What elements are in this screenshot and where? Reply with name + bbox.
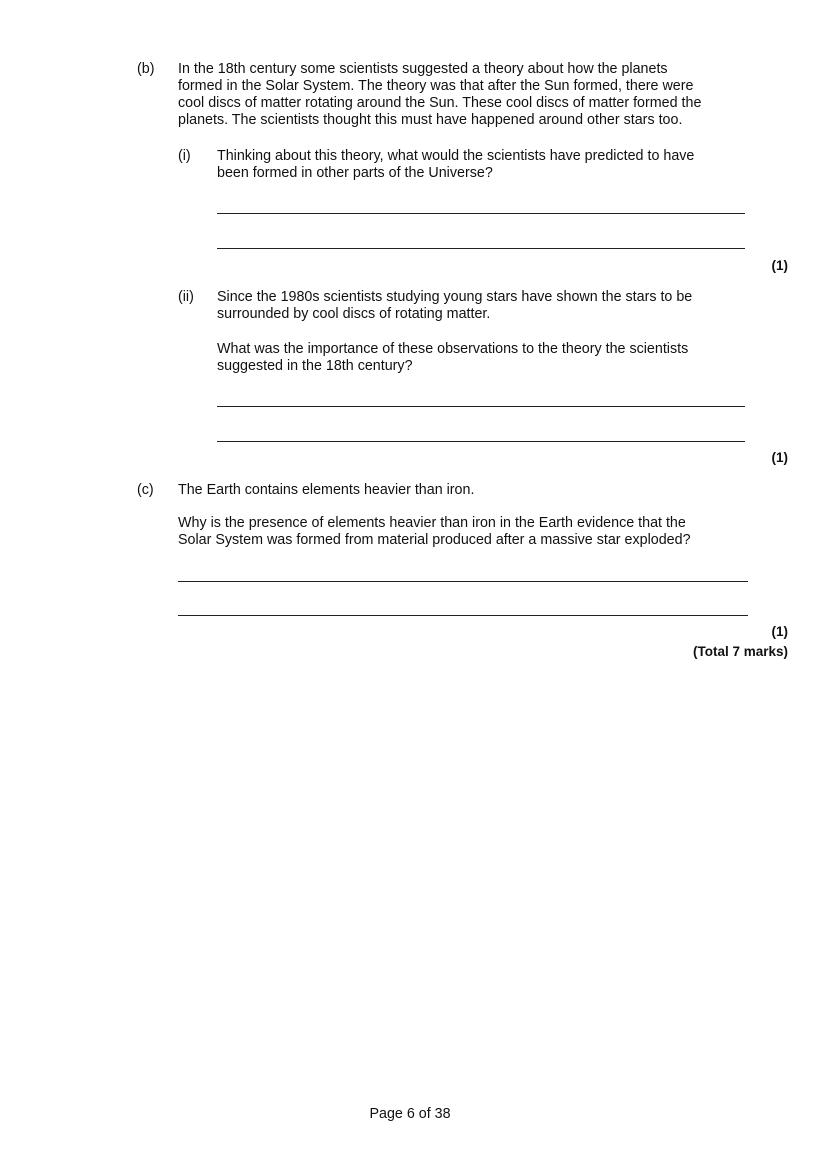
answer-line-i-1[interactable] xyxy=(217,213,745,214)
answer-line-i-2[interactable] xyxy=(217,248,745,249)
answer-line-ii-1[interactable] xyxy=(217,406,745,407)
marks-part-c: (1) xyxy=(771,624,788,639)
q-ii-question xyxy=(217,341,777,375)
q-ii-label: (ii) xyxy=(178,289,194,305)
q-i-text xyxy=(217,148,777,182)
part-c-statement: The Earth contains elements heavier than iron. xyxy=(178,482,475,498)
part-b-intro-line: In the 18th century some scientists suggested a theory about how the planets xyxy=(178,61,668,77)
part-c-question-line: Solar System was formed from material produced after a massive star exploded? xyxy=(178,532,691,548)
part-c-label: (c) xyxy=(137,482,154,498)
page-number: Page 6 of 38 xyxy=(369,1106,451,1122)
total-marks: (Total 7 marks) xyxy=(692,644,788,659)
q-i-text-line: been formed in other parts of the Universe? xyxy=(217,165,493,181)
answer-line-c-2[interactable] xyxy=(178,615,748,616)
q-i-label: (i) xyxy=(178,148,191,164)
q-ii-text-line: surrounded by cool discs of rotating matter. xyxy=(217,306,491,322)
q-i-text-line: Thinking about this theory, what would the scientists have predicted to have xyxy=(217,148,695,164)
part-b-intro-line: planets. The scientists thought this must have happened around other stars too. xyxy=(178,112,683,128)
q-ii-question-line: suggested in the 18th century? xyxy=(217,358,413,374)
marks-q-i: (1) xyxy=(771,258,788,273)
q-ii-question-line: What was the importance of these observations to the theory the scientists xyxy=(217,341,689,357)
q-ii-text-line: Since the 1980s scientists studying young stars have shown the stars to be xyxy=(217,289,693,305)
part-c-question xyxy=(178,515,778,549)
q-ii-text xyxy=(217,289,777,323)
part-b-intro-line: cool discs of matter rotating around the Sun. These cool discs of matter formed the xyxy=(178,95,702,111)
marks-q-ii: (1) xyxy=(771,450,788,465)
answer-line-c-1[interactable] xyxy=(178,581,748,582)
part-b-label: (b) xyxy=(137,61,155,77)
part-b-intro-line: formed in the Solar System. The theory was that after the Sun formed, there were xyxy=(178,78,694,94)
part-c-question-line: Why is the presence of elements heavier than iron in the Earth evidence that the xyxy=(178,515,686,531)
answer-line-ii-2[interactable] xyxy=(217,441,745,442)
part-b-intro xyxy=(178,61,778,129)
